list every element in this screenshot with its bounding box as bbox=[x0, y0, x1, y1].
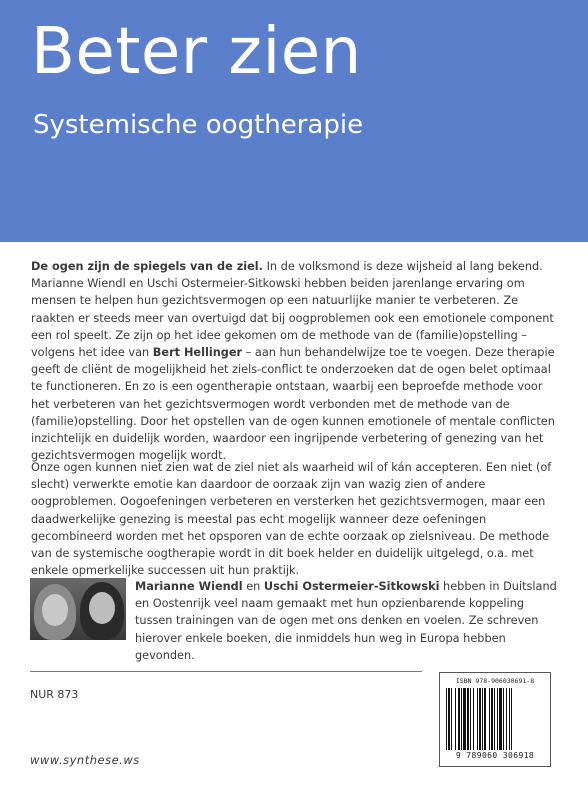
barcode-bar bbox=[451, 688, 452, 750]
barcode-bar bbox=[463, 688, 466, 750]
book-subtitle: Systemische oogtherapie bbox=[33, 110, 364, 140]
authors-photo bbox=[30, 578, 126, 640]
nur-code: NUR 873 bbox=[30, 688, 79, 701]
barcode-bar bbox=[499, 688, 502, 750]
barcode-digits: 9 789060 306918 bbox=[455, 751, 535, 760]
barcode-bar bbox=[477, 688, 478, 750]
barcode-bar bbox=[491, 688, 493, 750]
authors-conj: en bbox=[242, 580, 264, 593]
blurb-text-part1: In de volksmond is deze wijsheid al lang bekend. Marianne Wiendl en Uschi Ostermeier-Sitkowski hebben beiden jarenlange ervaring om mensen te helpen hun gezichtsvermogen op een natuurlijke manier te verbeteren. Ze raakten er steeds meer van overtuigd dat bij oogproblemen ook een emotionele component een rol speelt. Ze zijn op het idee gekomen om de methode van de (familie)opstelling – volgens het idee van bbox=[31, 260, 554, 360]
barcode-bar bbox=[509, 688, 510, 750]
barcode-bar bbox=[455, 688, 456, 750]
barcode-bar bbox=[458, 688, 460, 750]
barcode-bar bbox=[484, 688, 486, 750]
book-title: Beter zien bbox=[31, 15, 362, 89]
barcode-bar bbox=[482, 688, 483, 750]
barcode-bar bbox=[470, 688, 471, 750]
cover-header-band bbox=[0, 0, 588, 242]
barcode-bar bbox=[448, 688, 450, 750]
isbn-label: ISBN 978-906030691-8 bbox=[455, 677, 535, 685]
barcode-bar bbox=[511, 688, 512, 750]
blurb-text-part2: – aan hun behandelwijze toe te voegen. Deze therapie geeft de cliënt de mogelijkheid het ziels-conflict te onderzoeken dat de ogen belet optimaal te functioneren. En zo is een ogentherapie ontstaan, waarbij een beproefde methode voor het verbeteren van het gezichtsvermogen wordt verbonden met de methode van de (familie)opstelling. Door het opstellen van de ogen kunnen emotionele of mentale conflicten inzichtelijk en duidelijk worden, waardoor een ingrijpende verbetering of genezing van het gezichtsvermogen mogelijk wordt. bbox=[31, 346, 555, 463]
blurb-paragraph-2: Onze ogen kunnen niet zien wat de ziel niet als waarheid wil of kán accepteren. Een niet (of slecht) verwerkte emotie kan daardoor de oorzaak zijn van wazig zien of andere oogproblemen. Oogoefeningen verbeteren en versterken het gezichtsvermogen, maar een daadwerkelijke genezing is meestal pas echt mogelijk wanneer deze oefeningen gecombineerd worden met het opsporen van de echte oorzaak op zielsniveau. De methode van de systemische oogtherapie wordt in dit boek helder en duidelijk uitgelegd, o.a. met enkele opmerkelijke successen uit hun praktijk. bbox=[31, 461, 552, 578]
barcode-bar bbox=[461, 688, 462, 750]
barcode-bar bbox=[446, 688, 447, 750]
barcode-bar bbox=[467, 688, 469, 750]
isbn-barcode bbox=[439, 672, 551, 767]
barcode-bar bbox=[497, 688, 498, 750]
author-2-face bbox=[89, 592, 115, 624]
blurb-name: Bert Hellinger bbox=[152, 346, 243, 360]
barcode-bar bbox=[503, 688, 504, 750]
barcode-bar bbox=[473, 688, 474, 750]
blurb-lead: De ogen zijn de spiegels van de ziel. bbox=[31, 260, 263, 273]
divider-line bbox=[30, 671, 422, 672]
barcode-bar bbox=[489, 688, 490, 750]
barcode-bar bbox=[494, 688, 495, 750]
author-1-face bbox=[42, 594, 68, 626]
authors-bio bbox=[135, 578, 561, 664]
blurb-paragraph-1 bbox=[31, 258, 561, 464]
publisher-url: www.synthese.ws bbox=[30, 753, 140, 767]
author-1-name: Marianne Wiendl bbox=[135, 580, 243, 593]
barcode-bar bbox=[506, 688, 507, 750]
author-2-name: Uschi Ostermeier-Sitkowski bbox=[263, 580, 440, 593]
barcode-bar bbox=[479, 688, 481, 750]
authors-bio-text: hebben in Duitsland en Oostenrijk veel naam gemaakt met hun opzienbarende koppeling tussen trainingen van de ogen met ons denken en voelen. Ze schreven hierover enkele boeken, die inmiddels hun weg in Europa hebben gevonden. bbox=[135, 580, 557, 662]
barcode-bars bbox=[446, 688, 544, 750]
